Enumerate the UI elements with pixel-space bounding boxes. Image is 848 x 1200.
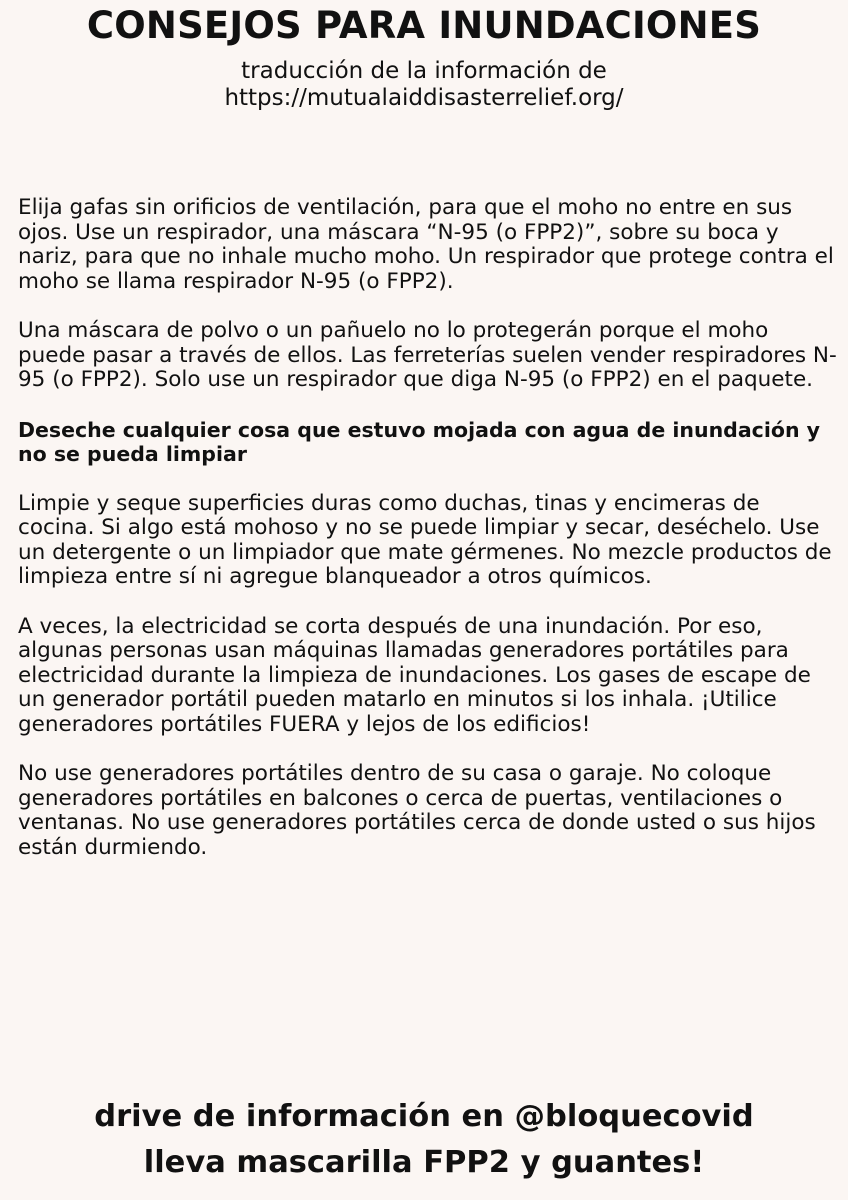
page-title: CONSEJOS PARA INUNDACIONES: [86, 4, 762, 47]
main-content: [18, 196, 838, 885]
paragraph-dust-mask: Una máscara de polvo o un pañuelo no lo protegerán porque el moho puede pasar a través de ellos. Las ferreterías suelen vender respiradores N-95 (o FPP2). Solo use un respirador que diga N-95 (o FPP2) en el paquete.: [18, 318, 837, 392]
subtitle-line-1: traducción de la información de: [241, 58, 607, 84]
paragraph-generators: A veces, la electricidad se corta después de una inundación. Por eso, algunas personas usan máquinas llamadas generadores portátiles para electricidad durante la limpieza de inundaciones. Los gases de escape de un generador portátil pueden matarlo en minutos si los inhala. ¡Utilice generadores portátiles FUERA y lejos de los edificios!: [18, 613, 811, 737]
paragraph-goggles-respirator: Elija gafas sin orificios de ventilación, para que el moho no entre en sus ojos. Use un respirador, una máscara “N-95 (o FPP2)”, sobre su boca y nariz, para que no inhale mucho moho. Un respirador que protege contra el moho se llama respirador N-95 (o FPP2).: [18, 195, 834, 294]
source-attribution: [0, 58, 848, 112]
section-heading-discard: Deseche cualquier cosa que estuvo mojada con agua de inundación y no se pueda limpiar: [18, 417, 821, 466]
source-url: https://mutualaiddisasterrelief.org/: [224, 85, 624, 111]
paragraph-clean-surfaces: Limpie y seque superficies duras como duchas, tinas y encimeras de cocina. Si algo está mohoso y no se puede limpiar y secar, deséchelo. Use un detergente o un limpiador que mate gérmenes. No mezcle productos de limpieza entre sí ni agregue blanqueador a otros químicos.: [18, 490, 832, 589]
footer-line-1: drive de información en @bloquecovid: [94, 1099, 754, 1134]
footer-line-2: lleva mascarilla FPP2 y guantes!: [143, 1145, 705, 1180]
paragraph-generator-placement: No use generadores portátiles dentro de su casa o garaje. No coloque generadores portátiles en balcones o cerca de puertas, ventilaciones o ventanas. No use generadores portátiles cerca de donde usted o sus hijos están durmiendo.: [18, 761, 816, 860]
footer: [0, 1094, 848, 1186]
